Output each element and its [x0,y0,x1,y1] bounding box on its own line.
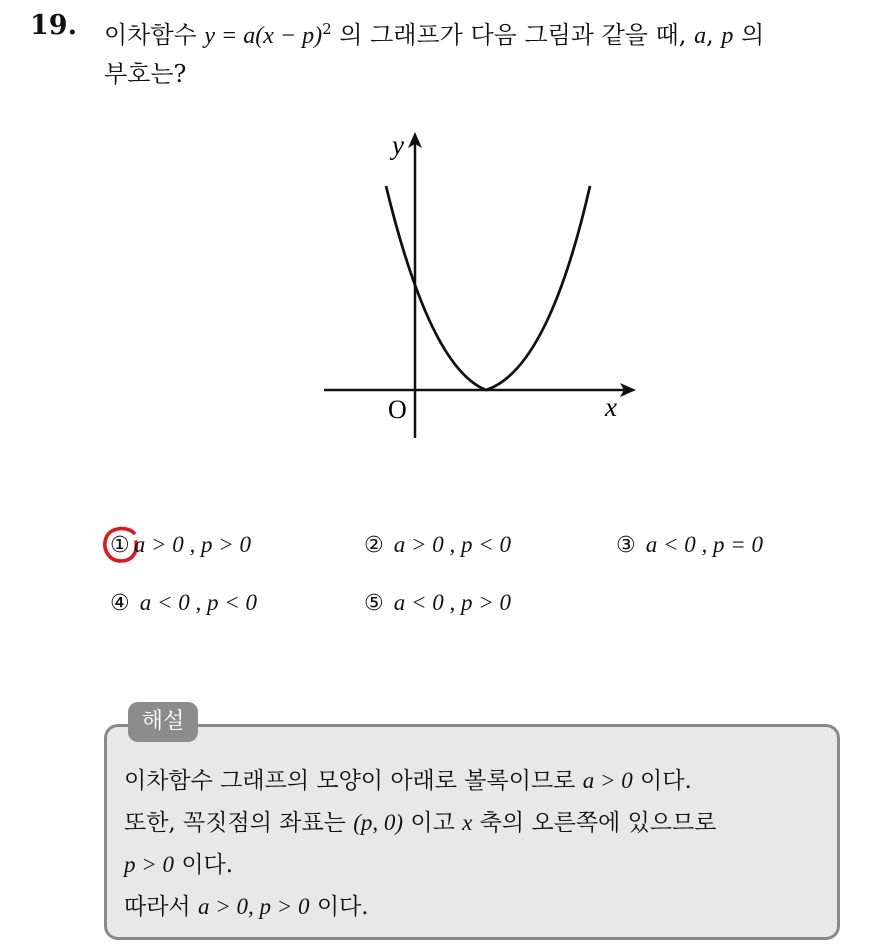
explanation-line-1 [124,760,824,802]
choice-5-expr: a < 0 , p > 0 [393,590,512,615]
explanation-line-2-math-vertex: (p, 0) [353,810,404,835]
question-text-line2: 부호는? [104,60,187,88]
explanation-line-4 [124,886,824,928]
choice-1[interactable] [110,532,251,558]
choice-4-expr: a < 0 , p < 0 [139,590,258,615]
explanation-line-1-end: 이다. [640,768,692,794]
explanation-line-3-end: 이다. [181,852,234,878]
question-formula: y = a(x − p) [204,23,323,49]
choice-5-symbol: ⑤ [364,591,384,616]
choice-3-symbol: ③ [616,533,636,558]
explanation-line-2-text: 또한, 꼭짓점의 좌표는 [124,810,346,836]
explanation-line-4-end: 이다. [316,894,369,920]
parabola-graph [320,120,650,450]
choice-5[interactable] [364,590,511,616]
explanation-line-1-math: a > 0 [582,768,633,793]
y-axis-label: y [392,130,404,160]
question-formula-exponent: 2 [322,20,332,38]
explanation-tag: 해설 [128,702,198,742]
question-text-part3: 의 [740,21,765,49]
explanation-line-2-math-axis: x [462,810,473,835]
question-number: 19. [30,10,77,41]
question-var-a: a [694,23,707,49]
explanation-line-4-text: 따라서 [124,894,191,920]
choice-1-expr: a > 0 , p > 0 [133,532,252,557]
explanation-line-3 [124,844,824,886]
choice-2-expr: a > 0 , p < 0 [393,532,512,557]
choice-3-expr: a < 0 , p = 0 [645,532,764,557]
choice-2-symbol: ② [364,533,384,558]
choice-4[interactable] [110,590,257,616]
choice-1-symbol: ① [110,533,130,558]
question-text: 이차함수 $y = a(x - p)^2$ 의 그래프가 다음 그림과 같을 때, a, p 의 부호는? [104,20,765,88]
explanation-text [124,760,824,928]
question-text-part1: 이차함수 [104,21,197,49]
question-var-p: p [721,23,734,49]
choice-4-symbol: ④ [110,591,130,616]
explanation-line-2-end: 축의 오른쪽에 있으므로 [479,810,717,836]
question-text-part2: 의 그래프가 다음 그림과 같을 때, [339,21,687,49]
explanation-line-2 [124,802,824,844]
explanation-line-2-mid: 이고 [410,810,455,836]
choice-3[interactable] [616,532,763,558]
explanation-line-1-text: 이차함수 그래프의 모양이 아래로 볼록이므로 [124,768,576,794]
parabola-curve [386,186,590,390]
explanation-line-4-math: a > 0, p > 0 [197,894,310,919]
origin-label: O [388,395,407,424]
explanation-line-3-math: p > 0 [124,852,175,877]
choice-2[interactable] [364,532,511,558]
x-axis-label: x [605,392,617,422]
